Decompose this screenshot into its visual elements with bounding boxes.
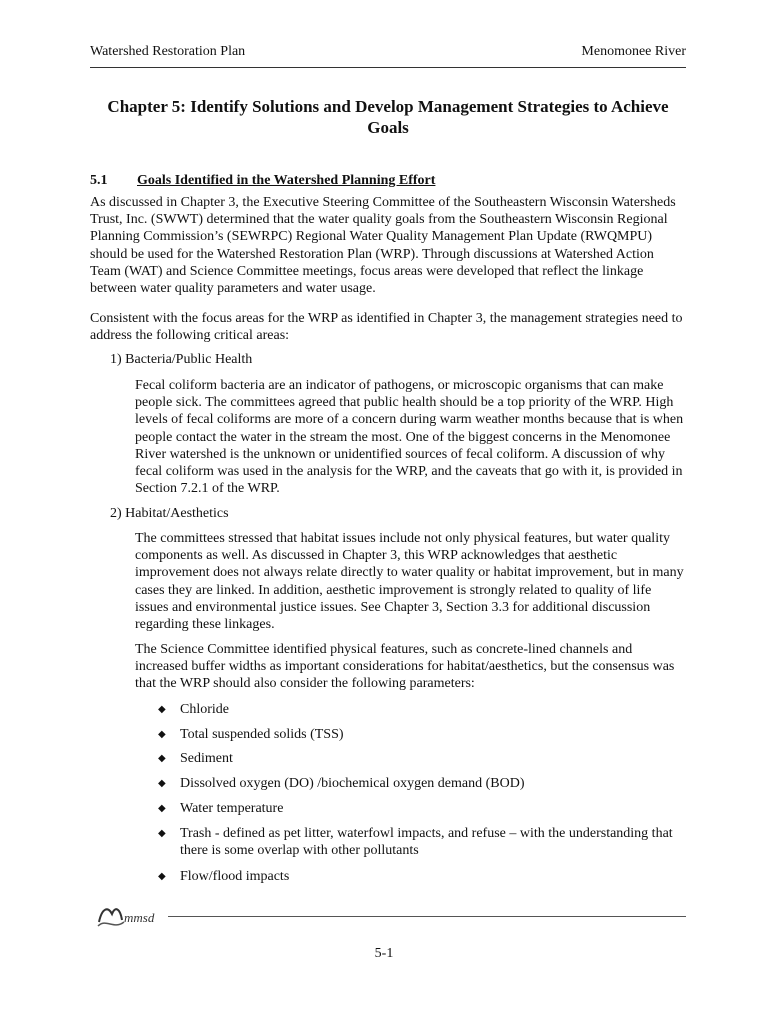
list-item bbox=[158, 800, 686, 817]
paragraph-bacteria: Fecal coliform bacteria are an indicator of pathogens, or microscopic organisms that can make people sick. The committees agreed that public health should be a top priority of the WRP. High levels of fecal coliforms are more of a concern during warm weather months because that is when people contact the water in the stream the most. One of the biggest concerns in the Menomonee River watershed is the unknown or unidentified sources of fecal coliform. A discussion of why fecal coliform was used in the analysis for the WRP, and the caveats that go with it, is provided in Section 7.2.1 of the WRP. bbox=[135, 378, 684, 497]
diamond-bullet-icon: ◆ bbox=[158, 704, 166, 715]
bullet-text: Dissolved oxygen (DO) /biochemical oxygen demand (BOD) bbox=[180, 776, 525, 791]
footer-rule bbox=[168, 916, 686, 917]
list-item bbox=[158, 726, 686, 743]
paragraph-focus-areas: Consistent with the focus areas for the WRP as identified in Chapter 3, the management strategies need to address the following critical areas: bbox=[90, 311, 683, 344]
bullet-text: Sediment bbox=[180, 751, 233, 766]
list-item bbox=[158, 825, 686, 859]
diamond-bullet-icon: ◆ bbox=[158, 778, 166, 789]
header-left-title: Watershed Restoration Plan bbox=[90, 44, 246, 59]
paragraph-habitat: The committees stressed that habitat issues include not only physical features, but water quality components as well. As discussed in Chapter 3, this WRP acknowledges that aesthetic improvement does not always relate directly to water quality or habitat improvement, but in many cases they are linked. In addition, aesthetic improvement is strongly related to quality of life issues and environmental justice issues. See Chapter 3, Section 3.3 for additional discussion regarding these linkages. bbox=[135, 531, 684, 633]
diamond-bullet-icon: ◆ bbox=[158, 753, 166, 764]
list-item-label-bacteria: 1) Bacteria/Public Health bbox=[110, 352, 253, 367]
bullet-text: Total suspended solids (TSS) bbox=[180, 727, 344, 742]
header-rule bbox=[90, 67, 686, 68]
bullet-text: Flow/flood impacts bbox=[180, 869, 290, 884]
header-right-title: Menomonee River bbox=[581, 44, 686, 59]
list-item bbox=[158, 868, 686, 885]
list-item bbox=[158, 775, 686, 792]
diamond-bullet-icon: ◆ bbox=[158, 871, 166, 882]
list-item bbox=[158, 750, 686, 767]
bullet-text: Chloride bbox=[180, 702, 229, 717]
running-header bbox=[90, 44, 686, 60]
section-title: Goals Identified in the Watershed Planning Effort bbox=[137, 173, 436, 188]
diamond-bullet-icon: ◆ bbox=[158, 803, 166, 814]
bullet-text: Trash - defined as pet litter, waterfowl impacts, and refuse – with the understanding that there is some overlap with other pollutants bbox=[180, 826, 673, 859]
paragraph-science-committee: The Science Committee identified physical features, such as concrete-lined channels and increased buffer widths as important considerations for habitat/aesthetics, but the consensus was that the WRP should also consider the following parameters: bbox=[135, 642, 675, 692]
paragraph-intro: As discussed in Chapter 3, the Executive Steering Committee of the Southeastern Wisconsin Watersheds Trust, Inc. (SWWT) determined that the water quality goals from the Southeastern Wisconsin Regional Planning Commission’s (SEWRPC) Regional Water Quality Management Plan Update (RWQMPU) should be used for the Watershed Restoration Plan (WRP). Through discussions at Watershed Action Team (WAT) and Science Committee meetings, focus areas were developed that reflect the linkage between water quality parameters and water usage. bbox=[90, 195, 676, 297]
list-item bbox=[158, 701, 686, 718]
diamond-bullet-icon: ◆ bbox=[158, 828, 166, 839]
section-heading bbox=[90, 172, 435, 189]
mmsd-logo-icon bbox=[96, 900, 164, 930]
diamond-bullet-icon: ◆ bbox=[158, 729, 166, 740]
bullet-text: Water temperature bbox=[180, 801, 284, 816]
page-number: 5-1 bbox=[374, 946, 394, 961]
section-number: 5.1 bbox=[90, 173, 108, 188]
chapter-title: Chapter 5: Identify Solutions and Develop Management Strategies to Achieve Goals bbox=[107, 97, 669, 137]
list-item-label-habitat: 2) Habitat/Aesthetics bbox=[110, 506, 229, 521]
logo-text: mmsd bbox=[124, 910, 155, 925]
